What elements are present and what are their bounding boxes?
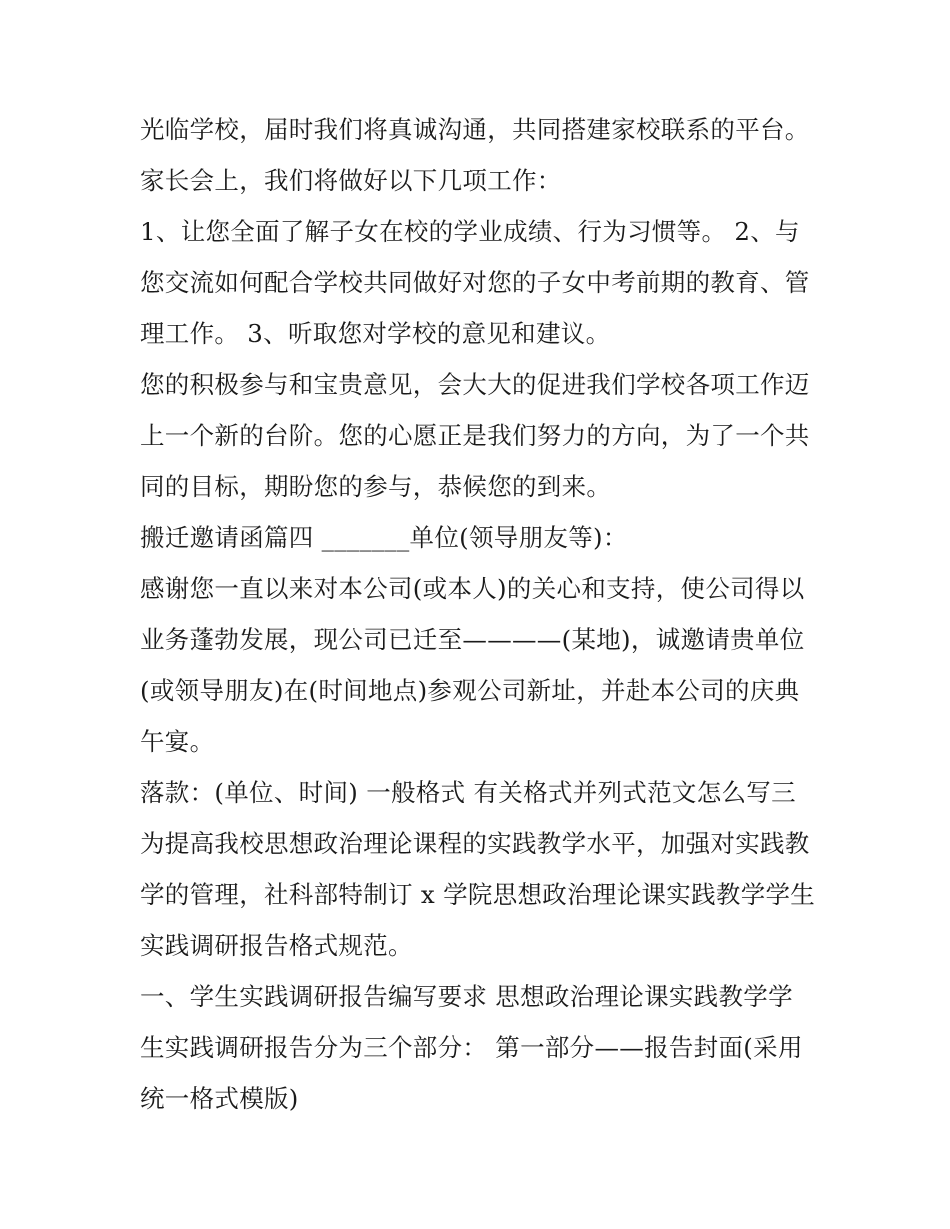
document-body (140, 104, 816, 1124)
text-line: 您交流如何配合学校共同做好对您的子女中考前期的教育、管 (140, 268, 810, 297)
text-line: (或领导朋友)在(时间地点)参观公司新址，并赴本公司的庆典 (140, 676, 800, 705)
text-line: 一、学生实践调研报告编写要求 思想政治理论课实践教学学 (140, 982, 793, 1011)
text-line: 家长会上，我们将做好以下几项工作： (140, 166, 562, 195)
text-line: 学的管理，社科部特制订 x 学院思想政治理论课实践教学学生 (140, 880, 816, 909)
text-line: 业务蓬勃发展，现公司已迁至————(某地)，诚邀请贵单位 (140, 625, 805, 654)
text-line: 生实践调研报告分为三个部分： 第一部分——报告封面(采用 (140, 1033, 803, 1062)
text-line: 同的目标，期盼您的参与，恭候您的到来。 (140, 472, 612, 501)
text-line: 您的积极参与和宝贵意见，会大大的促进我们学校各项工作迈 (140, 370, 810, 399)
text-line: 光临学校，届时我们将真诚沟通，共同搭建家校联系的平台。 (140, 115, 810, 144)
text-line: 上一个新的台阶。您的心愿正是我们努力的方向，为了一个共 (140, 421, 810, 450)
text-line: 为提高我校思想政治理论课程的实践教学水平，加强对实践教 (140, 829, 810, 858)
text-line: 感谢您一直以来对本公司(或本人)的关心和支持，使公司得以 (140, 574, 805, 603)
text-line: 1、让您全面了解子女在校的学业成绩、行为习惯等。 2、与 (140, 217, 800, 246)
text-line: 午宴。 (140, 727, 215, 756)
text-line: 搬迁邀请函篇四 _______单位(领导朋友等)： (140, 523, 628, 552)
text-line: 实践调研报告格式规范。 (140, 931, 413, 960)
text-line: 理工作。 3、听取您对学校的意见和建议。 (140, 319, 611, 348)
text-line: 落款：(单位、时间) 一般格式 有关格式并列式范文怎么写三 (140, 778, 796, 807)
text-line: 统一格式模版) (140, 1084, 299, 1113)
